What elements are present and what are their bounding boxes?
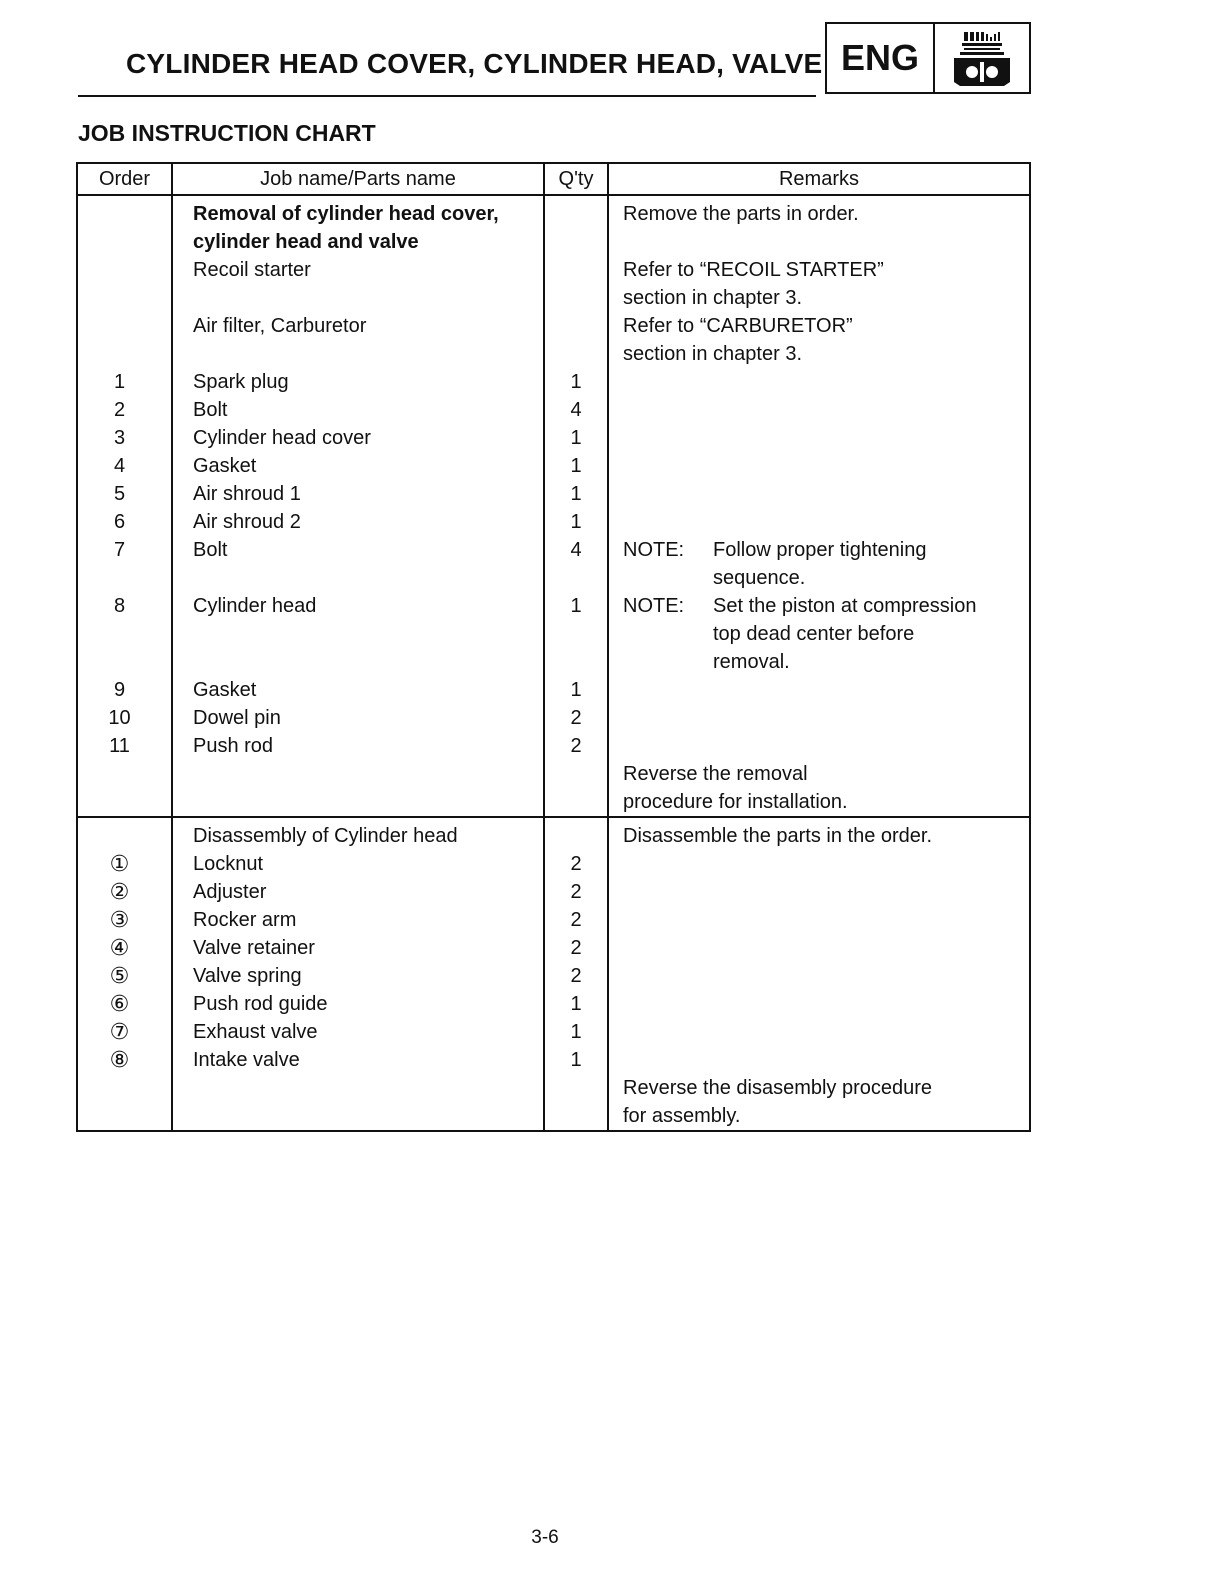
qty-cell: 1 (544, 1018, 608, 1046)
table-row (77, 480, 1030, 508)
title-underline (78, 95, 816, 97)
job-cell: Gasket (172, 452, 544, 480)
remark-cell: Refer to “RECOIL STARTER” (608, 256, 1030, 284)
qty-cell: 1 (544, 508, 608, 536)
table-row (77, 340, 1030, 368)
table-row (77, 990, 1030, 1018)
qty-cell (544, 648, 608, 676)
table-row (77, 704, 1030, 732)
remark-cell (608, 1046, 1030, 1074)
table-row (77, 1018, 1030, 1046)
job-cell (172, 340, 544, 368)
remark-cell (608, 906, 1030, 934)
table-row (77, 676, 1030, 704)
remark-cell (608, 732, 1030, 760)
job-cell: Locknut (172, 850, 544, 878)
qty-cell: 4 (544, 396, 608, 424)
table-row (77, 228, 1030, 256)
table-row (77, 284, 1030, 312)
job-cell (172, 648, 544, 676)
order-cell: 6 (77, 508, 172, 536)
order-cell: ⑦ (77, 1018, 172, 1046)
note-label: NOTE: (623, 595, 685, 617)
remark-cell (608, 962, 1030, 990)
qty-cell (544, 760, 608, 788)
job-cell (172, 1074, 544, 1102)
table-row (77, 508, 1030, 536)
job-cell: Removal of cylinder head cover, (172, 195, 544, 228)
job-cell: Intake valve (172, 1046, 544, 1074)
order-cell (77, 228, 172, 256)
table-row (77, 934, 1030, 962)
remark-cell: Reverse the disasembly procedure (608, 1074, 1030, 1102)
order-cell (77, 1102, 172, 1131)
job-cell: Recoil starter (172, 256, 544, 284)
job-cell: Cylinder head cover (172, 424, 544, 452)
order-cell (77, 620, 172, 648)
order-cell: 5 (77, 480, 172, 508)
remark-cell (608, 564, 1030, 592)
remark-cell (608, 648, 1030, 676)
qty-cell: 1 (544, 452, 608, 480)
remark-cell: Remove the parts in order. (608, 195, 1030, 228)
table-row (77, 1046, 1030, 1074)
job-cell: Exhaust valve (172, 1018, 544, 1046)
col-header-remarks: Remarks (608, 163, 1030, 195)
remark-cell: Refer to “CARBURETOR” (608, 312, 1030, 340)
job-cell: Push rod guide (172, 990, 544, 1018)
table-row (77, 962, 1030, 990)
qty-cell (544, 256, 608, 284)
job-cell: Rocker arm (172, 906, 544, 934)
col-header-job: Job name/Parts name (172, 163, 544, 195)
note-text: sequence. (713, 567, 806, 589)
remark-cell (608, 480, 1030, 508)
qty-cell: 2 (544, 906, 608, 934)
col-header-order: Order (77, 163, 172, 195)
qty-cell: 1 (544, 1046, 608, 1074)
order-cell (77, 760, 172, 788)
table-row (77, 1102, 1030, 1131)
qty-cell (544, 817, 608, 850)
section-tag-label: ENG (827, 24, 935, 92)
remark-cell (608, 508, 1030, 536)
col-header-qty: Q'ty (544, 163, 608, 195)
qty-cell: 1 (544, 480, 608, 508)
note-label (623, 620, 713, 648)
job-cell: Dowel pin (172, 704, 544, 732)
job-cell: Gasket (172, 676, 544, 704)
job-cell: cylinder head and valve (172, 228, 544, 256)
remark-cell (608, 424, 1030, 452)
qty-cell (544, 1074, 608, 1102)
order-cell: ⑧ (77, 1046, 172, 1074)
order-cell (77, 564, 172, 592)
remark-cell (608, 620, 1030, 648)
table-row (77, 424, 1030, 452)
table-row (77, 850, 1030, 878)
order-cell: 10 (77, 704, 172, 732)
table-row (77, 732, 1030, 760)
remark-cell (608, 396, 1030, 424)
remark-cell (608, 704, 1030, 732)
job-cell: Valve retainer (172, 934, 544, 962)
remark-cell (608, 1018, 1030, 1046)
job-cell (172, 1102, 544, 1131)
qty-cell (544, 1102, 608, 1131)
qty-cell: 2 (544, 704, 608, 732)
table-row (77, 1074, 1030, 1102)
order-cell (77, 648, 172, 676)
note-text: Follow proper tightening (713, 539, 927, 561)
qty-cell (544, 564, 608, 592)
qty-cell: 2 (544, 934, 608, 962)
qty-cell (544, 284, 608, 312)
qty-cell: 2 (544, 850, 608, 878)
qty-cell: 4 (544, 536, 608, 564)
order-cell: 8 (77, 592, 172, 620)
page-title: CYLINDER HEAD COVER, CYLINDER HEAD, VALVE (126, 48, 823, 79)
qty-cell: 1 (544, 990, 608, 1018)
remark-cell (608, 934, 1030, 962)
qty-cell: 2 (544, 878, 608, 906)
order-cell: ⑤ (77, 962, 172, 990)
remark-cell: section in chapter 3. (608, 284, 1030, 312)
qty-cell: 1 (544, 424, 608, 452)
order-cell: ② (77, 878, 172, 906)
order-cell: ④ (77, 934, 172, 962)
note-text: removal. (713, 651, 790, 673)
table-row (77, 760, 1030, 788)
order-cell: 4 (77, 452, 172, 480)
remark-cell: section in chapter 3. (608, 340, 1030, 368)
order-cell (77, 340, 172, 368)
order-cell: 1 (77, 368, 172, 396)
table-header-row (77, 163, 1030, 195)
qty-cell: 1 (544, 368, 608, 396)
qty-cell: 2 (544, 732, 608, 760)
qty-cell: 1 (544, 676, 608, 704)
job-cell: Spark plug (172, 368, 544, 396)
table-row (77, 620, 1030, 648)
job-cell: Air shroud 1 (172, 480, 544, 508)
job-cell: Air shroud 2 (172, 508, 544, 536)
order-cell: ③ (77, 906, 172, 934)
order-cell: 3 (77, 424, 172, 452)
job-cell: Bolt (172, 536, 544, 564)
job-cell: Bolt (172, 396, 544, 424)
order-cell: 2 (77, 396, 172, 424)
order-cell (77, 788, 172, 817)
order-cell (77, 817, 172, 850)
remark-cell (608, 452, 1030, 480)
qty-cell (544, 195, 608, 228)
table-row (77, 536, 1030, 564)
job-instruction-table (76, 162, 1031, 1132)
remark-cell: Disassemble the parts in the order. (608, 817, 1030, 850)
table-row (77, 817, 1030, 850)
job-cell: Adjuster (172, 878, 544, 906)
job-cell (172, 788, 544, 817)
table-row (77, 396, 1030, 424)
order-cell: 7 (77, 536, 172, 564)
job-cell (172, 620, 544, 648)
qty-cell (544, 620, 608, 648)
remark-cell (608, 228, 1030, 256)
table-row (77, 195, 1030, 228)
order-cell: 11 (77, 732, 172, 760)
remark-cell (608, 592, 1030, 620)
order-cell (77, 312, 172, 340)
table-row (77, 788, 1030, 817)
job-cell: Valve spring (172, 962, 544, 990)
job-cell: Air filter, Carburetor (172, 312, 544, 340)
page-number: 3-6 (531, 1527, 559, 1548)
remark-cell (608, 878, 1030, 906)
table-row (77, 878, 1030, 906)
remark-cell: procedure for installation. (608, 788, 1030, 817)
order-cell: 9 (77, 676, 172, 704)
qty-cell (544, 228, 608, 256)
table-row (77, 368, 1030, 396)
table-row (77, 256, 1030, 284)
qty-cell (544, 340, 608, 368)
qty-cell: 1 (544, 592, 608, 620)
table-row (77, 312, 1030, 340)
order-cell (77, 195, 172, 228)
qty-cell (544, 788, 608, 817)
job-cell (172, 284, 544, 312)
order-cell (77, 284, 172, 312)
order-cell: ① (77, 850, 172, 878)
table-row (77, 452, 1030, 480)
remark-cell (608, 850, 1030, 878)
note-label: NOTE: (623, 539, 685, 561)
remark-cell: for assembly. (608, 1102, 1030, 1131)
table-row (77, 564, 1030, 592)
table-row (77, 906, 1030, 934)
remark-cell (608, 368, 1030, 396)
job-cell: Cylinder head (172, 592, 544, 620)
chart-title: JOB INSTRUCTION CHART (78, 120, 376, 146)
order-cell (77, 1074, 172, 1102)
note-text: Set the piston at compression (713, 595, 977, 617)
table-row (77, 592, 1030, 620)
engine-icon (935, 24, 1029, 92)
remark-cell (608, 990, 1030, 1018)
qty-cell: 2 (544, 962, 608, 990)
remark-cell: Reverse the removal (608, 760, 1030, 788)
order-cell: ⑥ (77, 990, 172, 1018)
remark-cell (608, 536, 1030, 564)
section-tag-box (825, 22, 1031, 94)
note-label (623, 648, 713, 676)
order-cell (77, 256, 172, 284)
qty-cell (544, 312, 608, 340)
note-label (623, 564, 713, 592)
job-cell: Push rod (172, 732, 544, 760)
job-cell: Disassembly of Cylinder head (172, 817, 544, 850)
note-text: top dead center before (713, 623, 915, 645)
table-row (77, 648, 1030, 676)
remark-cell (608, 676, 1030, 704)
job-cell (172, 760, 544, 788)
job-cell (172, 564, 544, 592)
